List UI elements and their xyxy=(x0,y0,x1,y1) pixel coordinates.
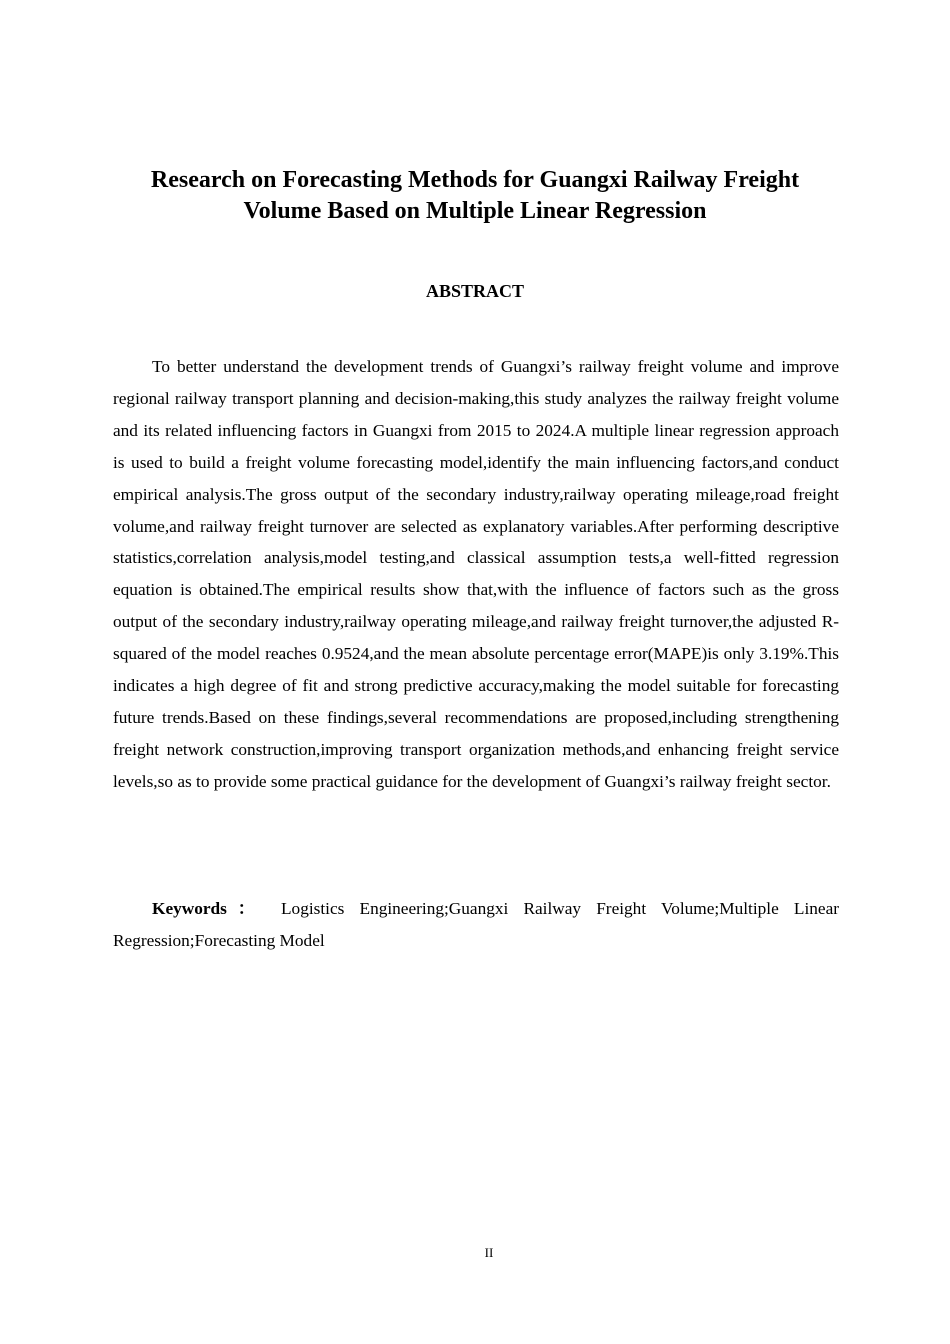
keywords-text: Logistics Engineering;Guangxi Railway Freight Volume;Multiple Linear Regression;Forecasting Model xyxy=(113,899,839,950)
paper-title-line-1: Research on Forecasting Methods for Guangxi Railway Freight xyxy=(150,167,800,193)
paper-title xyxy=(100,165,850,227)
paper-title-line-2: Volume Based on Multiple Linear Regression xyxy=(243,198,707,224)
keywords-label: Keywords： xyxy=(152,899,266,918)
abstract-body: To better understand the development trends of Guangxi’s railway freight volume and improve regional railway transport planning and decision-making,this study analyzes the railway freight volume and its related influencing factors in Guangxi from 2015 to 2024.A multiple linear regression approach is used to build a freight volume forecasting model,identify the main influencing factors,and conduct empirical analysis.The gross output of the secondary industry,railway operating mileage,road freight volume,and railway freight turnover are selected as explanatory variables.After performing descriptive statistics,correlation analysis,model testing,and classical assumption tests,a well-fitted regression equation is obtained.The empirical results show that,with the influence of factors such as the gross output of the secondary industry,railway operating mileage,and railway freight turnover,the adjusted R-squared of the model reaches 0.9524,and the mean absolute percentage error(MAPE)is only 3.19%.This indicates a high degree of fit and strong predictive accuracy,making the model suitable for forecasting future trends.Based on these findings,several recommendations are proposed,including strengthening freight network construction,improving transport organization methods,and enhancing freight service levels,so as to provide some practical guidance for the development of Guangxi’s railway freight sector. xyxy=(113,357,839,791)
abstract-heading: ABSTRACT xyxy=(425,281,525,301)
page-number: II xyxy=(484,1245,494,1260)
keywords-paragraph xyxy=(113,893,839,957)
